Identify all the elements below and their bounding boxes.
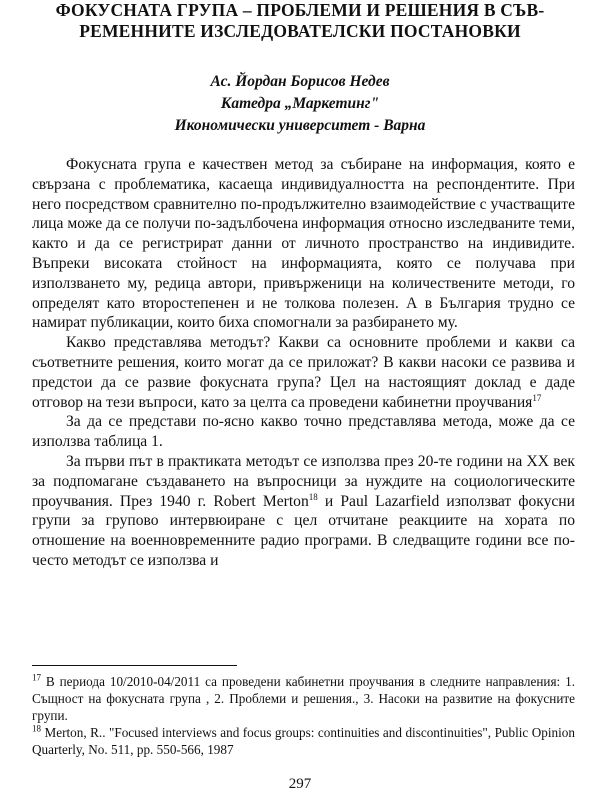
author-university: Икономически университет - Варна	[174, 117, 426, 134]
body-text	[32, 155, 575, 571]
footnote-divider	[32, 665, 237, 666]
paper-title-line-1: ФОКУСНАТА ГРУПА – ПРОБЛЕМИ И РЕШЕНИЯ В СЪВ-	[55, 0, 545, 20]
footnote-17-text: В периода 10/2010-04/2011 са проведени кабинетни проучвания в следните направления: 1. Същност на фокусната група , 2. Проблеми и решения., 3. Насоки на развитие на фокусните групи.	[32, 674, 575, 723]
paragraph-questions-text: Какво представлява методът? Какви са основните проблеми и какви са съответните решения, които могат да се приложат? В какви насоки се развива и предстои да се развие фокусната група? Цел на настоящият доклад е даде отговор на тези въпроси, като за целта са проведени кабинетни проучвания	[32, 334, 575, 411]
author-name: Ас. Йордан Борисов Недев	[210, 73, 390, 90]
paragraph-history-text-b: и Paul Lazarfield използват фокусни групи за групово интервюиране с цел отчитане реакциите на хората по отношение на военновременните радио програми. В следващите години все по-често методът се използва и	[32, 492, 575, 569]
paper-title-line-2: РЕМЕННИТЕ ИЗСЛЕДОВАТЕЛСКИ ПОСТАНОВКИ	[79, 21, 521, 41]
footnote-18-text: Merton, R.. "Focused interviews and focus groups: continuities and discontinuities", Public Opinion Quarterly, No. 511, pp. 550-566, 1987	[32, 725, 575, 757]
paper-title	[20, 0, 580, 42]
footnote-ref-18: 18	[308, 491, 318, 502]
footnote-17-number: 17	[32, 672, 41, 683]
paragraph-intro: Фокусната група е качествен метод за събиране на информация, която е свързана с проблематика, касаеща индивидуалността на респондентите. При него посредством сравнително по-продължително взаимодействие с участващите лица може да се получи по-задълбочена информация относно изследваните теми, както и да се регистрират данни от личното пространство на индивидите. Въпреки високата стойност на информацията, която се получава при използването му, редица автори, привърженици на количествените методи, го определят като второстепенен и не толкова полезен. А в България трудно се намират публикации, които биха спомогнали за разбирането му.	[32, 156, 575, 332]
author-department: Катедра „Маркетинг"	[220, 95, 380, 112]
page-number: 297	[288, 776, 312, 792]
paragraph-table-ref: За да се представи по-ясно какво точно представлява метода, може да се използва таблица 1.	[32, 413, 575, 451]
paragraph-questions	[32, 333, 575, 412]
footnote-ref-17: 17	[532, 392, 542, 403]
footnote-18-number: 18	[32, 723, 41, 734]
footnotes	[32, 673, 575, 758]
paragraph-history-text-a: За първи път в практиката методът се използва през 20-те години на XX век за подпомагане създаването на въпросници за нуждите на социологическите проучвания. През 1940 г. Robert Merton	[32, 452, 575, 510]
paragraph-history	[32, 452, 575, 571]
footnote-17	[32, 673, 575, 724]
footnote-18	[32, 724, 575, 758]
